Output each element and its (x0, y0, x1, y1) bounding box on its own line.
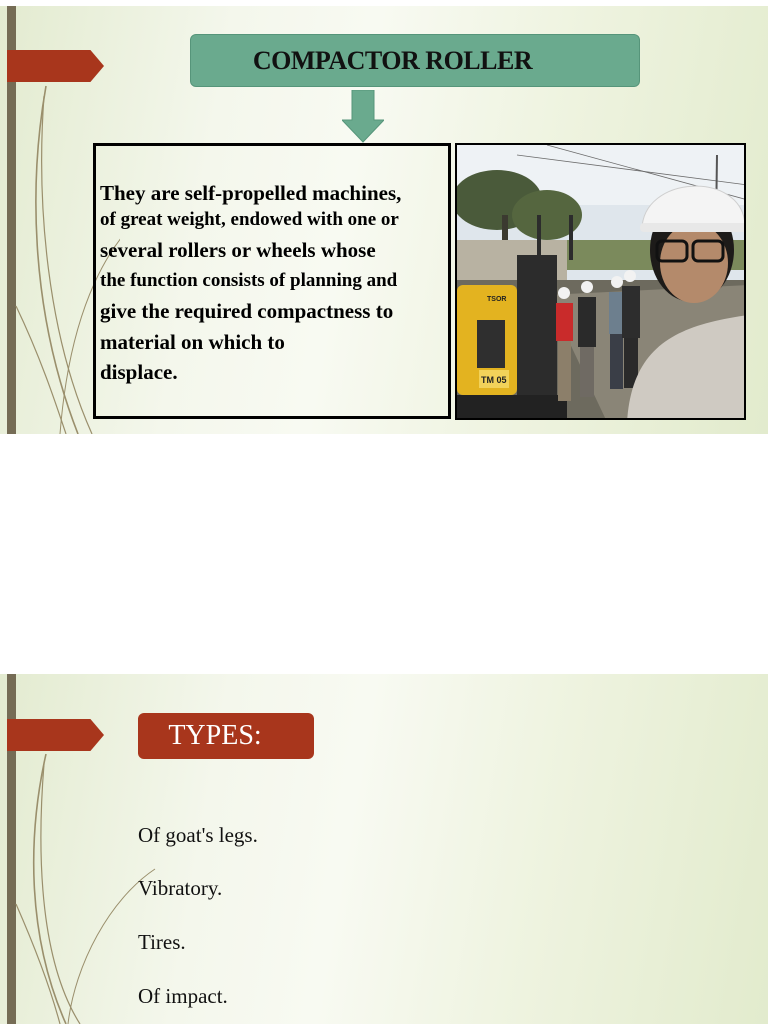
title-box (190, 34, 640, 87)
site-photo-image (457, 145, 746, 420)
type-item: Tires. (138, 930, 186, 954)
types-heading: TYPES: (168, 720, 262, 751)
roller-top-label: TSOR (487, 296, 507, 303)
definition-line: material on which to (100, 329, 285, 354)
type-item: Vibratory. (138, 876, 223, 900)
definition-line: of great weight, endowed with one or (100, 208, 399, 230)
slide-title: COMPACTOR ROLLER (252, 45, 533, 75)
roller-plate-label: TM 05 (481, 375, 507, 385)
type-item: Of impact. (138, 984, 228, 1008)
definition-line: displace. (100, 360, 178, 384)
slide-types (0, 674, 768, 1024)
types-heading-badge (138, 713, 314, 759)
definition-line: the function consists of planning and (100, 269, 398, 291)
site-photo (455, 143, 746, 420)
definition-line: They are self-propelled machines, (100, 181, 402, 205)
type-item: Of goat's legs. (138, 823, 258, 847)
definition-line: several rollers or wheels whose (100, 238, 376, 262)
definition-text (100, 178, 470, 388)
definition-line: give the required compactness to (100, 299, 394, 323)
slide-compactor-roller (0, 6, 768, 434)
down-arrow-icon (342, 90, 384, 144)
